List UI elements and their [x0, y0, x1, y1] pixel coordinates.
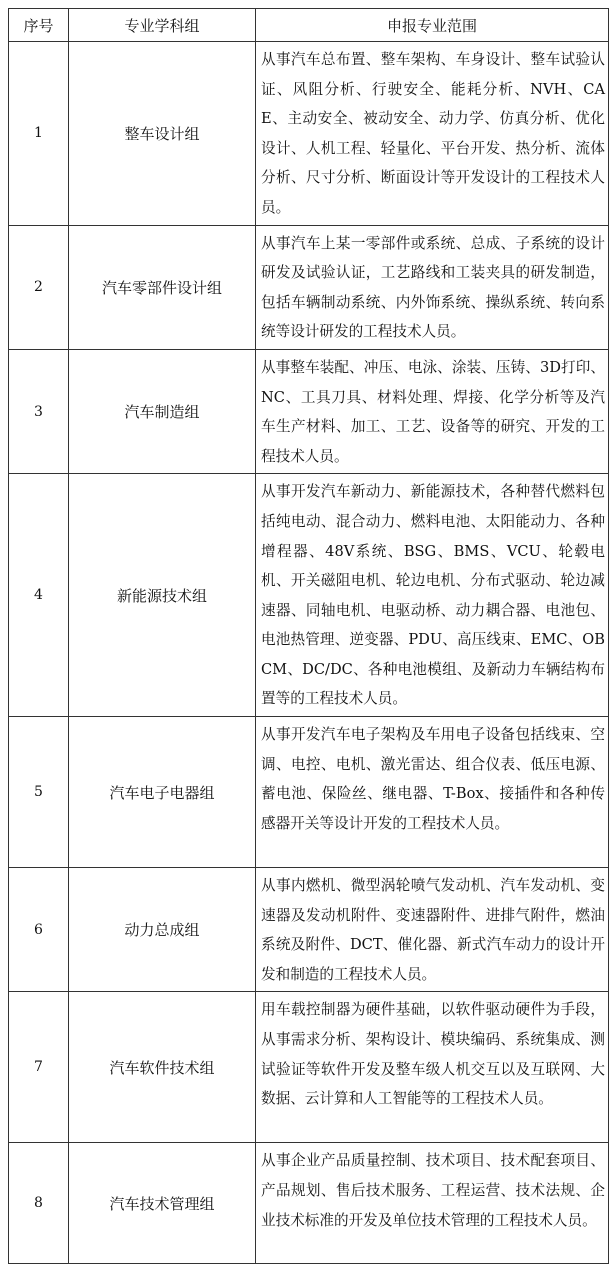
row-group: 新能源技术组 [69, 474, 256, 717]
row-scope: 从事汽车总布置、整车架构、车身设计、整车试验认证、风阻分析、行驶安全、能耗分析、NVH、CAE、主动安全、被动安全、动力学、仿真分析、优化设计、人机工程、轻量化、平台开发、热分析、流体分析、尺寸分析、断面设计等开发设计的工程技术人员。 [256, 42, 609, 226]
table-row [9, 225, 609, 349]
row-group: 整车设计组 [69, 42, 256, 226]
table-row [9, 868, 609, 992]
row-index: 7 [9, 992, 69, 1143]
table-row [9, 349, 609, 473]
row-index: 5 [9, 717, 69, 868]
specialty-table [8, 8, 609, 1264]
table-row [9, 474, 609, 717]
header-index: 序号 [9, 9, 69, 42]
table-row [9, 992, 609, 1143]
row-index: 3 [9, 349, 69, 473]
row-scope: 用车载控制器为硬件基础，以软件驱动硬件为手段，从事需求分析、架构设计、模块编码、系统集成、测试验证等软件开发及整车级人机交互以及互联网、大数据、云计算和人工智能等的工程技术人员。 [256, 992, 609, 1143]
header-scope: 申报专业范围 [256, 9, 609, 42]
row-group: 汽车零部件设计组 [69, 225, 256, 349]
row-group: 汽车软件技术组 [69, 992, 256, 1143]
header-group: 专业学科组 [69, 9, 256, 42]
row-scope: 从事开发汽车新动力、新能源技术，各种替代燃料包括纯电动、混合动力、燃料电池、太阳能动力、各种增程器、48V系统、BSG、BMS、VCU、轮毂电机、开关磁阻电机、轮边电机、分布式驱动、轮边减速器、同轴电机、电驱动桥、动力耦合器、电池包、电池热管理、逆变器、PDU、高压线束、EMC、OBCM、DC/DC、各种电池模组、及新动力车辆结构布置等的工程技术人员。 [256, 474, 609, 717]
row-scope: 从事汽车上某一零部件或系统、总成、子系统的设计研发及试验认证，工艺路线和工装夹具的研发制造，包括车辆制动系统、内外饰系统、操纵系统、转向系统等设计研发的工程技术人员。 [256, 225, 609, 349]
row-group: 汽车技术管理组 [69, 1143, 256, 1264]
row-scope: 从事开发汽车电子架构及车用电子设备包括线束、空调、电控、电机、激光雷达、组合仪表、低压电源、蓄电池、保险丝、继电器、T-Box、接插件和各种传感器开关等设计开发的工程技术人员。 [256, 717, 609, 868]
table-row [9, 1143, 609, 1264]
row-group: 汽车制造组 [69, 349, 256, 473]
row-scope: 从事企业产品质量控制、技术项目、技术配套项目、产品规划、售后技术服务、工程运营、技术法规、企业技术标准的开发及单位技术管理的工程技术人员。 [256, 1143, 609, 1264]
row-index: 4 [9, 474, 69, 717]
row-group: 汽车电子电器组 [69, 717, 256, 868]
row-scope: 从事整车装配、冲压、电泳、涂装、压铸、3D打印、NC、工具刀具、材料处理、焊接、化学分析等及汽车生产材料、加工、工艺、设备等的研究、开发的工程技术人员。 [256, 349, 609, 473]
table-row [9, 42, 609, 226]
table-header-row [9, 9, 609, 42]
row-index: 1 [9, 42, 69, 226]
row-index: 6 [9, 868, 69, 992]
table-row [9, 717, 609, 868]
row-index: 8 [9, 1143, 69, 1264]
row-scope: 从事内燃机、微型涡轮喷气发动机、汽车发动机、变速器及发动机附件、变速器附件、进排气附件，燃油系统及附件、DCT、催化器、新式汽车动力的设计开发和制造的工程技术人员。 [256, 868, 609, 992]
row-group: 动力总成组 [69, 868, 256, 992]
row-index: 2 [9, 225, 69, 349]
